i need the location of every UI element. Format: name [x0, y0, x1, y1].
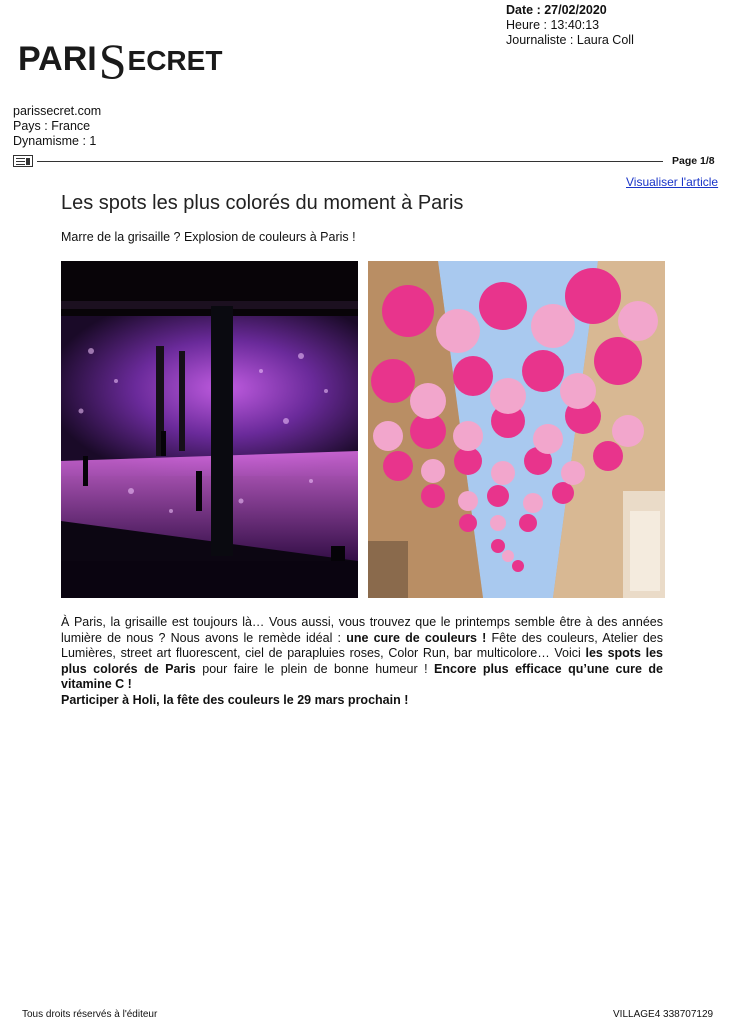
body-bold-vitamine: Encore plus efficace qu’une cure de vitamine C !: [61, 661, 664, 691]
header-divider: [37, 161, 663, 162]
body-text-segment: À Paris, la grisaille est toujours là… Vous aussi, vous trouvez que le printemps semble être à des années lumière de nous ? Nous avons le remède idéal :: [61, 615, 663, 645]
view-article-link[interactable]: Visualiser l'article: [626, 175, 719, 189]
article-subtitle: Marre de la grisaille ? Explosion de couleurs à Paris !: [61, 230, 356, 244]
source-meta-block: [13, 104, 101, 149]
press-meta-block: [506, 3, 634, 48]
footer-reference: VILLAGE4 338707129: [613, 1009, 714, 1020]
logo-text-part2: ECRET: [127, 45, 223, 76]
article-title: Les spots les plus colorés du moment à Paris: [61, 192, 464, 214]
body-bold-spots: les spots les plus colorés de Paris: [61, 646, 663, 676]
photo-umbrella-sky: [368, 261, 665, 598]
holi-callout: Participer à Holi, la fête des couleurs le 29 mars prochain !: [61, 693, 409, 707]
body-bold-cure: une cure de couleurs !: [346, 630, 487, 645]
country-field: Pays : France: [13, 119, 91, 133]
parissecret-logo: [18, 24, 223, 89]
date-field: Date : 27/02/2020: [506, 3, 607, 17]
article-icon: [13, 155, 33, 167]
body-text-segment: pour faire le plein de bonne humeur !: [195, 661, 435, 676]
logo-text-part1: PARI: [18, 40, 97, 78]
dynamism-field: Dynamisme : 1: [13, 134, 97, 148]
time-field: Heure : 13:40:13: [506, 18, 600, 32]
article-body: [61, 615, 663, 693]
journalist-field: Journaliste : Laura Coll: [506, 33, 634, 47]
body-text-segment: Fête des couleurs, Atelier des Lumières, street art fluorescent, ciel de parapluies roses, Color Run, bar multicolore… Voici: [61, 630, 663, 660]
page-number: Page 1/8: [672, 155, 715, 167]
site-field: parissecret.com: [13, 104, 102, 118]
footer-rights: Tous droits réservés à l'éditeur: [22, 1009, 158, 1020]
photo-atelier-des-lumieres: [61, 261, 358, 598]
logo-big-s: S: [98, 33, 127, 89]
